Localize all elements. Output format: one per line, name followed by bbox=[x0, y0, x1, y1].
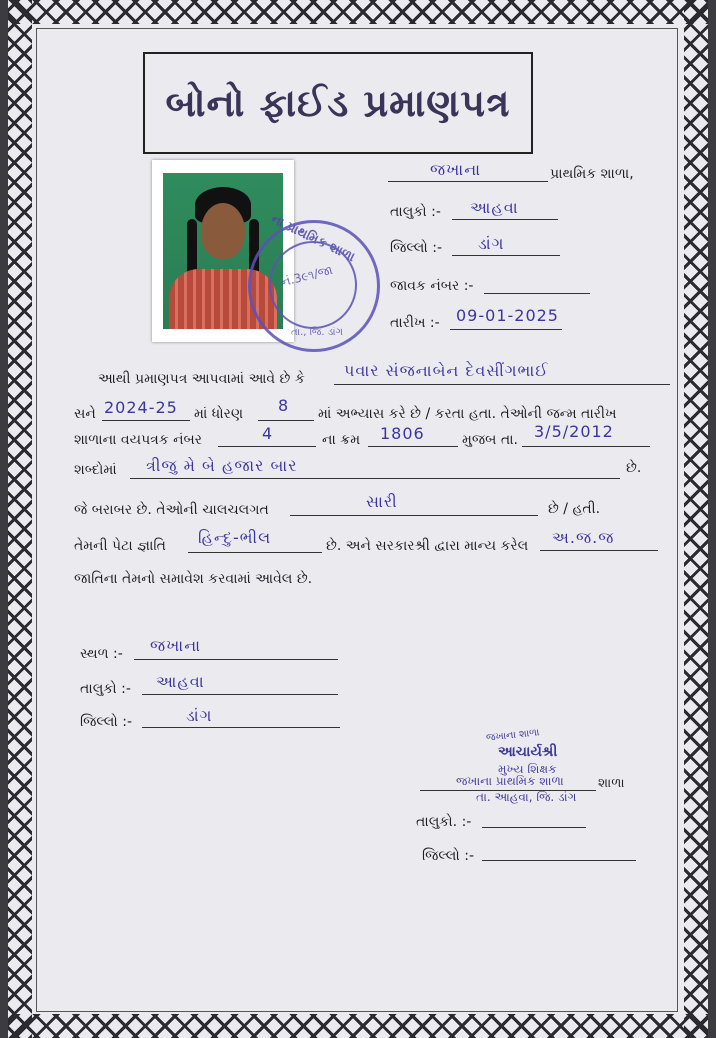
body-line2-suffix: માં અભ્યાસ કરે છે / કરતા હતા. તેઓની જન્મ તારીખ bbox=[318, 406, 617, 422]
body-line7: જાતિના તેમનો સમાવેશ કરવામાં આવેલ છે. bbox=[74, 571, 313, 587]
body-line1-prefix: આથી પ્રમાણપત્ર આપવામાં આવે છે કે bbox=[98, 371, 305, 387]
signature-district-label: જિલ્લો :- bbox=[422, 848, 474, 864]
body-line3-mid: ના ક્રમ bbox=[322, 432, 361, 448]
dob-in-words: ત્રીજુ મે બે હજાર બાર bbox=[146, 456, 298, 475]
body-line2-prefix: સને bbox=[74, 406, 96, 422]
body-line5-suffix: છે / હતી. bbox=[548, 501, 601, 517]
school-stamp bbox=[248, 211, 380, 352]
standard-value: 8 bbox=[278, 396, 290, 415]
header-district-label: જિલ્લો :- bbox=[390, 240, 442, 256]
caste-category: અ.જ.જ bbox=[552, 528, 615, 547]
date-of-birth: 3/5/2012 bbox=[534, 422, 614, 441]
body-line4-prefix: શબ્દોમાં bbox=[74, 462, 117, 478]
student-name: પવાર સંજનાબેન દેવસીંગભાઈ bbox=[344, 361, 549, 380]
stamp-arc-text: ના પ્રાથમિક શાળા bbox=[268, 211, 358, 266]
school-label: પ્રાથમિક શાળા, bbox=[550, 166, 634, 182]
certificate-title: બોનો ફાઈડ પ્રમાણપત્ર bbox=[165, 80, 511, 125]
title-box bbox=[143, 52, 533, 154]
stamp-school-line: જખાના પ્રાથમિક શાળા bbox=[456, 774, 564, 788]
place-value: જખાના bbox=[150, 636, 202, 655]
body-line3-suffix: મુજબ તા. bbox=[462, 432, 518, 448]
body-line6-prefix: તેમની પેટા જ્ઞાતિ bbox=[74, 538, 166, 554]
decorative-border-right bbox=[684, 0, 708, 1038]
header-district-value: ડાંગ bbox=[478, 234, 505, 253]
footer-district-value: ડાંગ bbox=[186, 706, 213, 725]
body-line6-mid: છે. અને સરકારશ્રી દ્વારા માન્ય કરેલ bbox=[326, 538, 529, 554]
academic-year: 2024-25 bbox=[104, 398, 178, 417]
date-value: 09-01-2025 bbox=[456, 306, 559, 325]
stamp-center-text: નં.3૯૧/જા bbox=[279, 262, 335, 290]
decorative-border-top bbox=[8, 0, 708, 24]
school-name-value: જખાના bbox=[430, 160, 482, 179]
body-line4-suffix: છે. bbox=[626, 460, 642, 476]
body-line2-mid: માં ધોરણ bbox=[194, 406, 244, 422]
place-label: સ્થળ :- bbox=[80, 646, 123, 662]
footer-district-label: જિલ્લો :- bbox=[80, 714, 132, 730]
body-line5-prefix: જે બરાબર છે. તેઓની ચાલચલગત bbox=[74, 502, 269, 518]
register-number: 4 bbox=[262, 424, 274, 443]
decorative-border-left bbox=[8, 0, 32, 1038]
header-taluka-value: આહવા bbox=[470, 198, 519, 217]
head-teacher-title: મુખ્ય શિક્ષક bbox=[498, 762, 557, 776]
signature-taluka-label: તાલુકો. :- bbox=[416, 814, 472, 830]
sub-caste-value: હિન્દુ-ભીલ bbox=[198, 528, 272, 547]
handwritten-signature: જખાના શાળા bbox=[485, 727, 541, 744]
date-label: તારીખ :- bbox=[390, 315, 440, 331]
footer-taluka-label: તાલુકો :- bbox=[80, 681, 131, 697]
serial-number: 1806 bbox=[380, 424, 425, 443]
principal-title: આચાર્યશ્રી bbox=[498, 744, 558, 760]
footer-taluka-value: આહવા bbox=[156, 672, 205, 691]
body-line3-prefix: શાળાના વયપત્રક નંબર bbox=[74, 432, 203, 448]
header-taluka-label: તાલુકો :- bbox=[390, 204, 441, 220]
stamp-address-line: તા. આહવા, જિ. ડાંગ bbox=[476, 790, 577, 804]
conduct-value: સારી bbox=[366, 492, 398, 511]
signature-school-suffix: શાળા bbox=[598, 776, 625, 791]
outward-no-label: જાવક નંબર :- bbox=[390, 278, 474, 294]
stamp-bottom-text: તા., જિ. ડાંગ bbox=[291, 327, 343, 338]
decorative-border-bottom bbox=[8, 1014, 708, 1038]
